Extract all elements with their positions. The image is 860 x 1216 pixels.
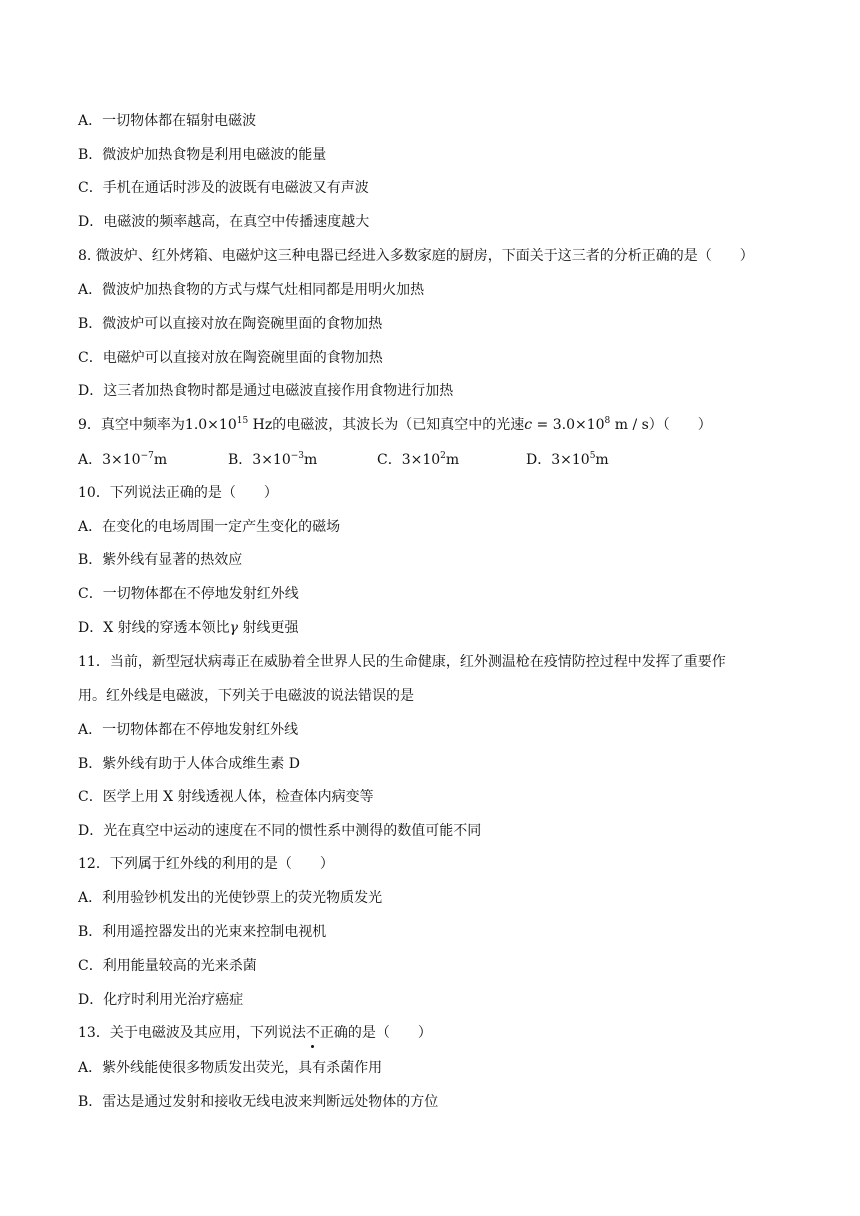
q7-option-d: D．电磁波的频率越高，在真空中传播速度越大 [78,214,370,230]
q13-stem [78,1022,820,1044]
q9-option-a-exponent: −7 [140,451,154,461]
q9-option-a-coefficient: 3×10 [102,452,141,468]
q10-option-b: B．紫外线有显著的热效应 [78,552,243,568]
q10-option-c: C．一切物体都在不停地发射红外线 [78,586,299,602]
q9-frequency-coefficient: 1.0×10 [184,417,237,433]
q10-option-d-prefix: D．X 射线的穿透本领比 [78,620,230,636]
q9-option-b-unit: m [304,452,318,468]
q9-frequency-exponent: 15 [236,416,249,426]
q10-option-a: A．在变化的电场周围一定产生变化的磁场 [78,519,341,535]
q9-option-a-label: A． [78,452,103,468]
q11-stem-line1: 11．当前，新型冠状病毒正在威胁着全世界人民的生命健康，红外测温枪在疫情防控过程中发挥了重要作 [78,654,726,670]
q12-stem: 12．下列属于红外线的利用的是（ ） [78,856,334,872]
q8-stem: 8. 微波炉、红外烤箱、电磁炉这三种电器已经进入多数家庭的厨房，下面关于这三者的分析正确的是（ ） [78,248,754,264]
q9-stem-mid: 的电磁波，其波长为（已知真空中的光速 [272,417,525,433]
q11-stem-line2: 用。红外线是电磁波，下列关于电磁波的说法错误的是 [78,688,414,704]
q9-option-a-value [102,452,167,468]
q9-frequency [185,417,272,433]
q12-option-c: C．利用能量较高的光来杀菌 [78,958,257,974]
q9-c-symbol: c [524,417,533,433]
q9-option-a-unit: m [153,452,168,468]
q9-option-d-coefficient: 3×10 [551,452,590,468]
q9-c-exponent: 8 [604,416,611,426]
q8-option-b: B．微波炉可以直接对放在陶瓷碗里面的食物加热 [78,316,383,332]
q9-option-d-exponent: 5 [589,451,596,461]
q9-option-c-exponent: 2 [440,451,446,461]
q7-option-c: C．手机在通话时涉及的波既有电磁波又有声波 [78,180,369,196]
q9-option-c [377,449,459,471]
q10-option-d [78,617,820,639]
q9-stem-suffix: ）（ ） [648,417,712,433]
q9-option-c-label: C． [377,452,402,468]
q9-option-b-coefficient: 3×10 [252,452,291,468]
q12-option-d: D．化疗时利用光治疗癌症 [78,992,244,1008]
q9-option-b-exponent: −3 [290,451,305,461]
q11-option-d: D．光在真空中运动的速度在不同的惯性系中测得的数值可能不同 [78,823,482,839]
q8-option-d: D．这三者加热食物时都是通过电磁波直接作用食物进行加热 [78,383,454,399]
q9-c-unit: m / s [614,417,649,433]
q9-option-a [78,449,167,471]
q9-option-b-value [252,452,317,468]
q9-option-c-value [402,452,459,468]
q9-option-d-unit: m [595,452,609,468]
q10-option-d-suffix: 射线更强 [238,620,299,636]
q13-stem-prefix: 13．关于电磁波及其应用，下列说法 [78,1025,306,1041]
q9-option-c-unit: m [445,452,460,468]
q11-option-a: A．一切物体都在不停地发射红外线 [78,722,299,738]
q9-options [78,449,778,471]
q9-option-d [526,449,609,471]
q9-option-c-coefficient: 3×10 [401,452,441,468]
q13-emphasis-char: 不 [306,1022,320,1044]
q8-option-c: C．电磁炉可以直接对放在陶瓷碗里面的食物加热 [78,350,383,366]
q13-option-a: A．紫外线能使很多物质发出荧光，具有杀菌作用 [78,1060,383,1076]
q9-c-coefficient: = 3.0×10 [532,417,605,433]
q11-option-b: B．紫外线有助于人体合成维生素 D [78,756,300,772]
q9-option-b-label: B． [228,452,253,468]
q9-frequency-unit: Hz [252,417,273,433]
q13-option-b: B．雷达是通过发射和接收无线电波来判断远处物体的方位 [78,1094,439,1110]
q11-option-c: C．医学上用 X 射线透视人体，检查体内病变等 [78,789,374,805]
q9-option-d-label: D． [526,452,552,468]
q12-option-b: B．利用遥控器发出的光束来控制电视机 [78,924,327,940]
q9-light-speed [524,417,649,433]
q9-option-d-value [551,452,608,468]
q9-stem [78,414,820,436]
q9-option-b [228,449,317,471]
q9-stem-prefix: 9．真空中频率为 [78,417,185,433]
q13-stem-suffix: 正确的是（ ） [319,1025,432,1041]
q12-option-a: A．利用验钞机发出的光使钞票上的荧光物质发光 [78,890,383,906]
q10-stem: 10．下列说法正确的是（ ） [78,485,278,501]
q7-option-b: B．微波炉加热食物是利用电磁波的能量 [78,147,327,163]
q10-option-d-gamma: γ [229,620,239,636]
q8-option-a: A．微波炉加热食物的方式与煤气灶相同都是用明火加热 [78,282,425,298]
q7-option-a: A．一切物体都在辐射电磁波 [78,113,257,129]
